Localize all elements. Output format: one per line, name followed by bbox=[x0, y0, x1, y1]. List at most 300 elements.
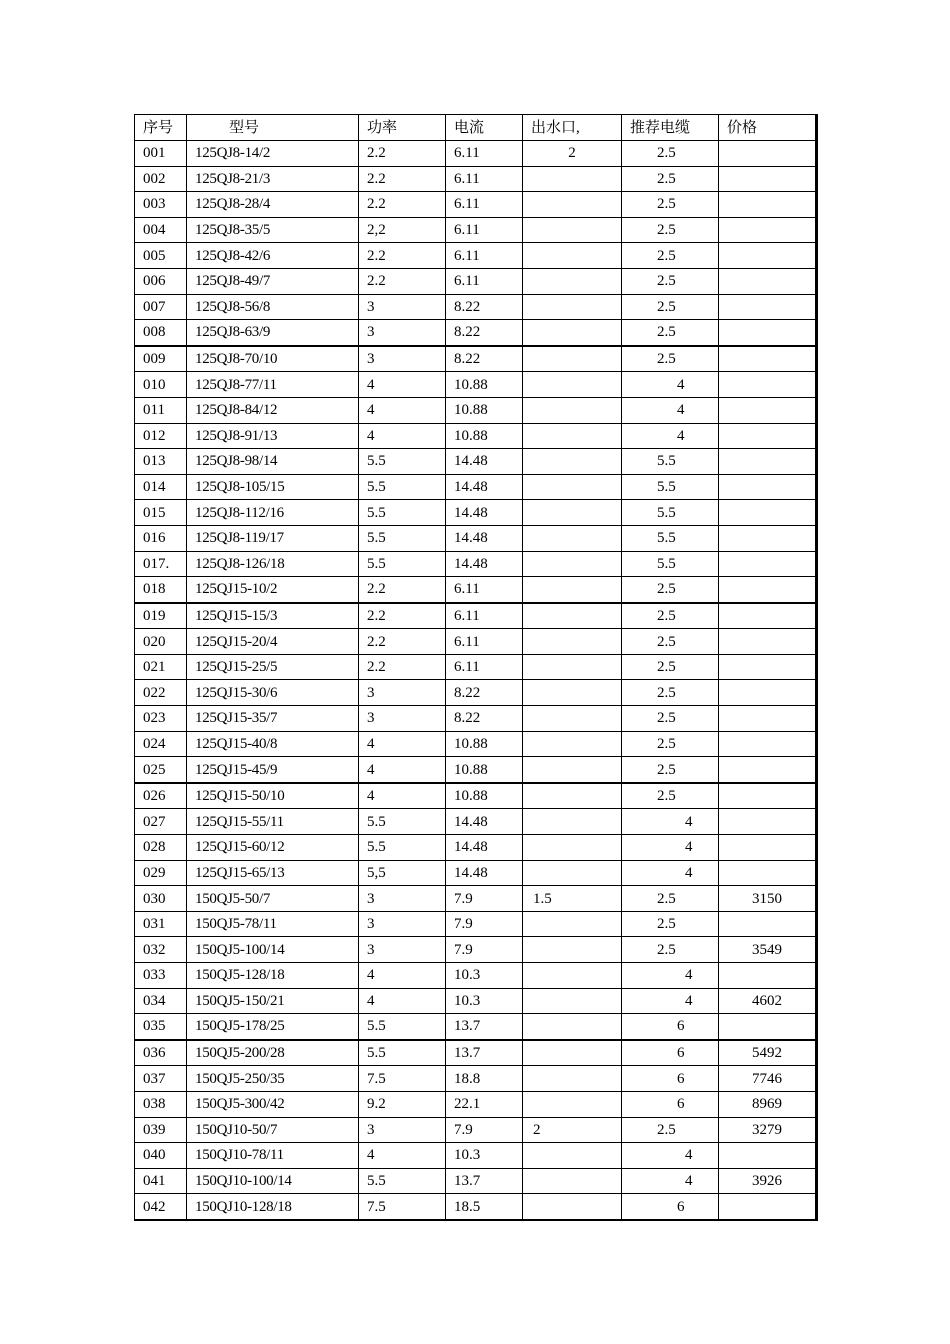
cell-current: 6.11 bbox=[446, 243, 523, 269]
cell-current: 13.7 bbox=[446, 1168, 523, 1194]
cell-cable: 5.5 bbox=[622, 551, 719, 577]
table-row bbox=[135, 911, 817, 937]
table-row bbox=[135, 680, 817, 706]
cell-outlet: 2 bbox=[523, 141, 622, 167]
cell-seq: 013 bbox=[135, 449, 187, 475]
cell-seq: 031 bbox=[135, 911, 187, 937]
cell-seq: 014 bbox=[135, 474, 187, 500]
cell-outlet bbox=[523, 346, 622, 372]
cell-current: 13.7 bbox=[446, 1040, 523, 1066]
cell-current: 7.9 bbox=[446, 886, 523, 912]
cell-model: 125QJ8-35/5 bbox=[187, 217, 359, 243]
cell-power: 4 bbox=[359, 1143, 446, 1169]
cell-seq: 016 bbox=[135, 525, 187, 551]
cell-cable: 2.5 bbox=[622, 654, 719, 680]
cell-model: 150QJ5-250/35 bbox=[187, 1066, 359, 1092]
table-row bbox=[135, 757, 817, 783]
cell-price bbox=[719, 577, 817, 603]
header-price: 价格 bbox=[719, 115, 817, 141]
cell-power: 5.5 bbox=[359, 500, 446, 526]
cell-cable: 4 bbox=[622, 835, 719, 861]
cell-cable: 2.5 bbox=[622, 192, 719, 218]
table-row bbox=[135, 886, 817, 912]
cell-power: 5.5 bbox=[359, 835, 446, 861]
cell-power: 9.2 bbox=[359, 1091, 446, 1117]
table-row bbox=[135, 320, 817, 346]
cell-current: 8.22 bbox=[446, 346, 523, 372]
cell-outlet bbox=[523, 474, 622, 500]
cell-outlet bbox=[523, 963, 622, 989]
cell-price: 8969 bbox=[719, 1091, 817, 1117]
cell-outlet bbox=[523, 1143, 622, 1169]
cell-outlet bbox=[523, 706, 622, 732]
cell-outlet bbox=[523, 731, 622, 757]
cell-current: 6.11 bbox=[446, 629, 523, 655]
cell-power: 2.2 bbox=[359, 603, 446, 629]
cell-outlet bbox=[523, 1066, 622, 1092]
cell-seq: 028 bbox=[135, 835, 187, 861]
cell-seq: 022 bbox=[135, 680, 187, 706]
cell-outlet bbox=[523, 397, 622, 423]
cell-price bbox=[719, 603, 817, 629]
cell-outlet bbox=[523, 268, 622, 294]
cell-outlet bbox=[523, 629, 622, 655]
cell-seq: 026 bbox=[135, 783, 187, 809]
cell-price: 3549 bbox=[719, 937, 817, 963]
cell-model: 125QJ15-20/4 bbox=[187, 629, 359, 655]
cell-cable: 4 bbox=[622, 988, 719, 1014]
cell-model: 150QJ5-200/28 bbox=[187, 1040, 359, 1066]
cell-seq: 021 bbox=[135, 654, 187, 680]
cell-cable: 2.5 bbox=[622, 217, 719, 243]
cell-seq: 001 bbox=[135, 141, 187, 167]
cell-cable: 6 bbox=[622, 1066, 719, 1092]
cell-cable: 2.5 bbox=[622, 141, 719, 167]
cell-power: 2.2 bbox=[359, 629, 446, 655]
cell-current: 6.11 bbox=[446, 268, 523, 294]
cell-price bbox=[719, 654, 817, 680]
cell-seq: 032 bbox=[135, 937, 187, 963]
cell-outlet bbox=[523, 809, 622, 835]
cell-seq: 010 bbox=[135, 372, 187, 398]
cell-cable: 6 bbox=[622, 1091, 719, 1117]
cell-power: 3 bbox=[359, 680, 446, 706]
cell-seq: 038 bbox=[135, 1091, 187, 1117]
table-row bbox=[135, 449, 817, 475]
cell-cable: 2.5 bbox=[622, 346, 719, 372]
table-row bbox=[135, 988, 817, 1014]
cell-current: 22.1 bbox=[446, 1091, 523, 1117]
cell-seq: 040 bbox=[135, 1143, 187, 1169]
cell-model: 125QJ8-49/7 bbox=[187, 268, 359, 294]
cell-cable: 2.5 bbox=[622, 783, 719, 809]
cell-current: 7.9 bbox=[446, 937, 523, 963]
cell-price bbox=[719, 372, 817, 398]
table-row bbox=[135, 1117, 817, 1143]
cell-price bbox=[719, 835, 817, 861]
cell-outlet bbox=[523, 1194, 622, 1220]
cell-current: 6.11 bbox=[446, 192, 523, 218]
cell-seq: 027 bbox=[135, 809, 187, 835]
cell-model: 150QJ10-78/11 bbox=[187, 1143, 359, 1169]
cell-cable: 2.5 bbox=[622, 911, 719, 937]
cell-price bbox=[719, 449, 817, 475]
cell-model: 125QJ8-21/3 bbox=[187, 166, 359, 192]
cell-seq: 025 bbox=[135, 757, 187, 783]
table-row bbox=[135, 1014, 817, 1040]
cell-power: 4 bbox=[359, 372, 446, 398]
table-row bbox=[135, 423, 817, 449]
table-row bbox=[135, 1091, 817, 1117]
cell-outlet bbox=[523, 192, 622, 218]
cell-power: 5.5 bbox=[359, 525, 446, 551]
cell-seq: 011 bbox=[135, 397, 187, 423]
table-row bbox=[135, 551, 817, 577]
cell-model: 125QJ8-112/16 bbox=[187, 500, 359, 526]
cell-model: 150QJ5-128/18 bbox=[187, 963, 359, 989]
cell-outlet bbox=[523, 166, 622, 192]
table-row bbox=[135, 474, 817, 500]
cell-cable: 6 bbox=[622, 1194, 719, 1220]
cell-current: 10.88 bbox=[446, 783, 523, 809]
cell-current: 13.7 bbox=[446, 1014, 523, 1040]
cell-outlet bbox=[523, 1014, 622, 1040]
cell-current: 8.22 bbox=[446, 680, 523, 706]
cell-seq: 036 bbox=[135, 1040, 187, 1066]
table-header-row bbox=[135, 115, 817, 141]
table-row bbox=[135, 1066, 817, 1092]
cell-model: 150QJ10-100/14 bbox=[187, 1168, 359, 1194]
header-cable: 推荐电缆 bbox=[622, 115, 719, 141]
cell-power: 2.2 bbox=[359, 654, 446, 680]
table-row bbox=[135, 835, 817, 861]
cell-cable: 4 bbox=[622, 809, 719, 835]
cell-current: 6.11 bbox=[446, 141, 523, 167]
cell-power: 3 bbox=[359, 320, 446, 346]
cell-power: 3 bbox=[359, 937, 446, 963]
table-body bbox=[135, 141, 817, 1220]
cell-price bbox=[719, 166, 817, 192]
cell-power: 3 bbox=[359, 706, 446, 732]
cell-model: 150QJ5-150/21 bbox=[187, 988, 359, 1014]
cell-current: 6.11 bbox=[446, 166, 523, 192]
table-row bbox=[135, 860, 817, 886]
cell-price: 3926 bbox=[719, 1168, 817, 1194]
cell-seq: 020 bbox=[135, 629, 187, 655]
cell-model: 125QJ8-56/8 bbox=[187, 294, 359, 320]
cell-price bbox=[719, 706, 817, 732]
cell-model: 125QJ8-28/4 bbox=[187, 192, 359, 218]
header-power: 功率 bbox=[359, 115, 446, 141]
cell-current: 14.48 bbox=[446, 474, 523, 500]
cell-cable: 4 bbox=[622, 1143, 719, 1169]
cell-power: 5,5 bbox=[359, 860, 446, 886]
table-row bbox=[135, 166, 817, 192]
cell-outlet bbox=[523, 654, 622, 680]
cell-model: 125QJ15-15/3 bbox=[187, 603, 359, 629]
table-row bbox=[135, 963, 817, 989]
cell-outlet bbox=[523, 603, 622, 629]
cell-seq: 015 bbox=[135, 500, 187, 526]
cell-price bbox=[719, 243, 817, 269]
cell-cable: 2.5 bbox=[622, 731, 719, 757]
cell-outlet bbox=[523, 1040, 622, 1066]
cell-outlet bbox=[523, 525, 622, 551]
cell-current: 18.8 bbox=[446, 1066, 523, 1092]
cell-price bbox=[719, 783, 817, 809]
cell-model: 125QJ8-42/6 bbox=[187, 243, 359, 269]
cell-power: 4 bbox=[359, 423, 446, 449]
table-row bbox=[135, 525, 817, 551]
cell-outlet bbox=[523, 835, 622, 861]
table-row bbox=[135, 268, 817, 294]
table-row bbox=[135, 1040, 817, 1066]
cell-seq: 009 bbox=[135, 346, 187, 372]
cell-price bbox=[719, 911, 817, 937]
cell-model: 150QJ5-78/11 bbox=[187, 911, 359, 937]
cell-model: 150QJ5-178/25 bbox=[187, 1014, 359, 1040]
cell-outlet bbox=[523, 911, 622, 937]
cell-outlet bbox=[523, 577, 622, 603]
table-row bbox=[135, 372, 817, 398]
cell-power: 5.5 bbox=[359, 474, 446, 500]
cell-power: 3 bbox=[359, 1117, 446, 1143]
cell-seq: 039 bbox=[135, 1117, 187, 1143]
cell-cable: 2.5 bbox=[622, 166, 719, 192]
cell-price: 3150 bbox=[719, 886, 817, 912]
cell-seq: 024 bbox=[135, 731, 187, 757]
cell-seq: 033 bbox=[135, 963, 187, 989]
cell-cable: 4 bbox=[622, 397, 719, 423]
cell-model: 150QJ10-50/7 bbox=[187, 1117, 359, 1143]
cell-power: 3 bbox=[359, 886, 446, 912]
cell-model: 125QJ15-10/2 bbox=[187, 577, 359, 603]
cell-model: 125QJ8-63/9 bbox=[187, 320, 359, 346]
cell-model: 150QJ10-128/18 bbox=[187, 1194, 359, 1220]
table-row bbox=[135, 243, 817, 269]
cell-model: 125QJ8-98/14 bbox=[187, 449, 359, 475]
cell-outlet bbox=[523, 500, 622, 526]
header-seq: 序号 bbox=[135, 115, 187, 141]
cell-seq: 017. bbox=[135, 551, 187, 577]
cell-current: 14.48 bbox=[446, 809, 523, 835]
cell-price bbox=[719, 294, 817, 320]
cell-price bbox=[719, 192, 817, 218]
cell-model: 150QJ5-100/14 bbox=[187, 937, 359, 963]
cell-current: 14.48 bbox=[446, 449, 523, 475]
cell-price bbox=[719, 551, 817, 577]
cell-seq: 007 bbox=[135, 294, 187, 320]
cell-model: 125QJ8-84/12 bbox=[187, 397, 359, 423]
cell-price bbox=[719, 397, 817, 423]
cell-price bbox=[719, 963, 817, 989]
table-row bbox=[135, 141, 817, 167]
cell-seq: 037 bbox=[135, 1066, 187, 1092]
table-row bbox=[135, 1143, 817, 1169]
cell-seq: 019 bbox=[135, 603, 187, 629]
cell-current: 8.22 bbox=[446, 294, 523, 320]
cell-current: 6.11 bbox=[446, 603, 523, 629]
cell-price bbox=[719, 346, 817, 372]
cell-price bbox=[719, 474, 817, 500]
cell-price bbox=[719, 757, 817, 783]
cell-outlet: 1.5 bbox=[523, 886, 622, 912]
cell-outlet bbox=[523, 423, 622, 449]
cell-outlet bbox=[523, 449, 622, 475]
cell-seq: 005 bbox=[135, 243, 187, 269]
cell-power: 4 bbox=[359, 757, 446, 783]
cell-current: 14.48 bbox=[446, 860, 523, 886]
cell-model: 125QJ8-126/18 bbox=[187, 551, 359, 577]
table-row bbox=[135, 192, 817, 218]
cell-power: 7.5 bbox=[359, 1194, 446, 1220]
cell-model: 150QJ5-300/42 bbox=[187, 1091, 359, 1117]
cell-model: 125QJ15-40/8 bbox=[187, 731, 359, 757]
cell-price bbox=[719, 423, 817, 449]
table-row bbox=[135, 1168, 817, 1194]
table-row bbox=[135, 654, 817, 680]
cell-power: 4 bbox=[359, 397, 446, 423]
cell-price: 4602 bbox=[719, 988, 817, 1014]
cell-power: 5.5 bbox=[359, 551, 446, 577]
cell-cable: 2.5 bbox=[622, 706, 719, 732]
header-outlet: 出水口, bbox=[523, 115, 622, 141]
header-model: 型号 bbox=[187, 115, 359, 141]
cell-power: 5.5 bbox=[359, 449, 446, 475]
cell-price: 3279 bbox=[719, 1117, 817, 1143]
cell-current: 10.88 bbox=[446, 423, 523, 449]
cell-current: 8.22 bbox=[446, 320, 523, 346]
cell-model: 125QJ8-70/10 bbox=[187, 346, 359, 372]
cell-seq: 006 bbox=[135, 268, 187, 294]
cell-current: 10.3 bbox=[446, 1143, 523, 1169]
cell-seq: 004 bbox=[135, 217, 187, 243]
cell-power: 7.5 bbox=[359, 1066, 446, 1092]
cell-current: 10.88 bbox=[446, 397, 523, 423]
cell-cable: 5.5 bbox=[622, 500, 719, 526]
table-row bbox=[135, 603, 817, 629]
cell-cable: 4 bbox=[622, 860, 719, 886]
cell-cable: 2.5 bbox=[622, 294, 719, 320]
cell-current: 6.11 bbox=[446, 654, 523, 680]
cell-power: 2,2 bbox=[359, 217, 446, 243]
cell-model: 125QJ8-77/11 bbox=[187, 372, 359, 398]
cell-seq: 034 bbox=[135, 988, 187, 1014]
cell-power: 2.2 bbox=[359, 268, 446, 294]
cell-outlet bbox=[523, 551, 622, 577]
cell-current: 10.88 bbox=[446, 757, 523, 783]
table-row bbox=[135, 706, 817, 732]
table-row bbox=[135, 577, 817, 603]
cell-cable: 2.5 bbox=[622, 1117, 719, 1143]
cell-cable: 2.5 bbox=[622, 243, 719, 269]
cell-seq: 029 bbox=[135, 860, 187, 886]
pump-price-table bbox=[134, 114, 818, 1221]
cell-current: 14.48 bbox=[446, 525, 523, 551]
cell-price bbox=[719, 731, 817, 757]
cell-power: 2.2 bbox=[359, 577, 446, 603]
cell-current: 7.9 bbox=[446, 911, 523, 937]
cell-cable: 6 bbox=[622, 1040, 719, 1066]
cell-seq: 018 bbox=[135, 577, 187, 603]
cell-outlet bbox=[523, 294, 622, 320]
cell-cable: 2.5 bbox=[622, 629, 719, 655]
cell-cable: 2.5 bbox=[622, 937, 719, 963]
cell-power: 3 bbox=[359, 911, 446, 937]
table-row bbox=[135, 217, 817, 243]
cell-seq: 012 bbox=[135, 423, 187, 449]
cell-power: 4 bbox=[359, 731, 446, 757]
cell-model: 125QJ15-30/6 bbox=[187, 680, 359, 706]
cell-outlet: 2 bbox=[523, 1117, 622, 1143]
cell-price bbox=[719, 809, 817, 835]
cell-cable: 4 bbox=[622, 963, 719, 989]
cell-outlet bbox=[523, 988, 622, 1014]
cell-outlet bbox=[523, 1091, 622, 1117]
cell-model: 125QJ8-119/17 bbox=[187, 525, 359, 551]
cell-current: 14.48 bbox=[446, 500, 523, 526]
cell-current: 14.48 bbox=[446, 835, 523, 861]
cell-price bbox=[719, 217, 817, 243]
cell-cable: 2.5 bbox=[622, 603, 719, 629]
cell-seq: 008 bbox=[135, 320, 187, 346]
cell-cable: 2.5 bbox=[622, 320, 719, 346]
table-row bbox=[135, 1194, 817, 1220]
cell-cable: 4 bbox=[622, 423, 719, 449]
cell-power: 3 bbox=[359, 294, 446, 320]
cell-power: 4 bbox=[359, 988, 446, 1014]
cell-current: 8.22 bbox=[446, 706, 523, 732]
cell-current: 10.88 bbox=[446, 372, 523, 398]
cell-price bbox=[719, 1014, 817, 1040]
cell-model: 125QJ8-14/2 bbox=[187, 141, 359, 167]
cell-cable: 4 bbox=[622, 372, 719, 398]
cell-power: 2.2 bbox=[359, 141, 446, 167]
table-row bbox=[135, 500, 817, 526]
cell-seq: 002 bbox=[135, 166, 187, 192]
cell-model: 125QJ15-50/10 bbox=[187, 783, 359, 809]
cell-power: 2.2 bbox=[359, 192, 446, 218]
cell-power: 3 bbox=[359, 346, 446, 372]
cell-power: 2.2 bbox=[359, 166, 446, 192]
cell-seq: 041 bbox=[135, 1168, 187, 1194]
table-row bbox=[135, 397, 817, 423]
cell-model: 125QJ15-65/13 bbox=[187, 860, 359, 886]
cell-cable: 5.5 bbox=[622, 474, 719, 500]
header-current: 电流 bbox=[446, 115, 523, 141]
cell-seq: 003 bbox=[135, 192, 187, 218]
cell-power: 4 bbox=[359, 783, 446, 809]
table-row bbox=[135, 629, 817, 655]
cell-cable: 2.5 bbox=[622, 268, 719, 294]
cell-model: 125QJ15-60/12 bbox=[187, 835, 359, 861]
cell-outlet bbox=[523, 1168, 622, 1194]
cell-price bbox=[719, 860, 817, 886]
cell-current: 18.5 bbox=[446, 1194, 523, 1220]
cell-cable: 6 bbox=[622, 1014, 719, 1040]
pump-price-table-sheet bbox=[134, 114, 818, 1221]
cell-price bbox=[719, 680, 817, 706]
cell-power: 5.5 bbox=[359, 1168, 446, 1194]
cell-outlet bbox=[523, 860, 622, 886]
cell-price bbox=[719, 525, 817, 551]
cell-seq: 023 bbox=[135, 706, 187, 732]
cell-model: 125QJ15-25/5 bbox=[187, 654, 359, 680]
cell-current: 10.88 bbox=[446, 731, 523, 757]
cell-price bbox=[719, 320, 817, 346]
table-row bbox=[135, 783, 817, 809]
table-row bbox=[135, 937, 817, 963]
